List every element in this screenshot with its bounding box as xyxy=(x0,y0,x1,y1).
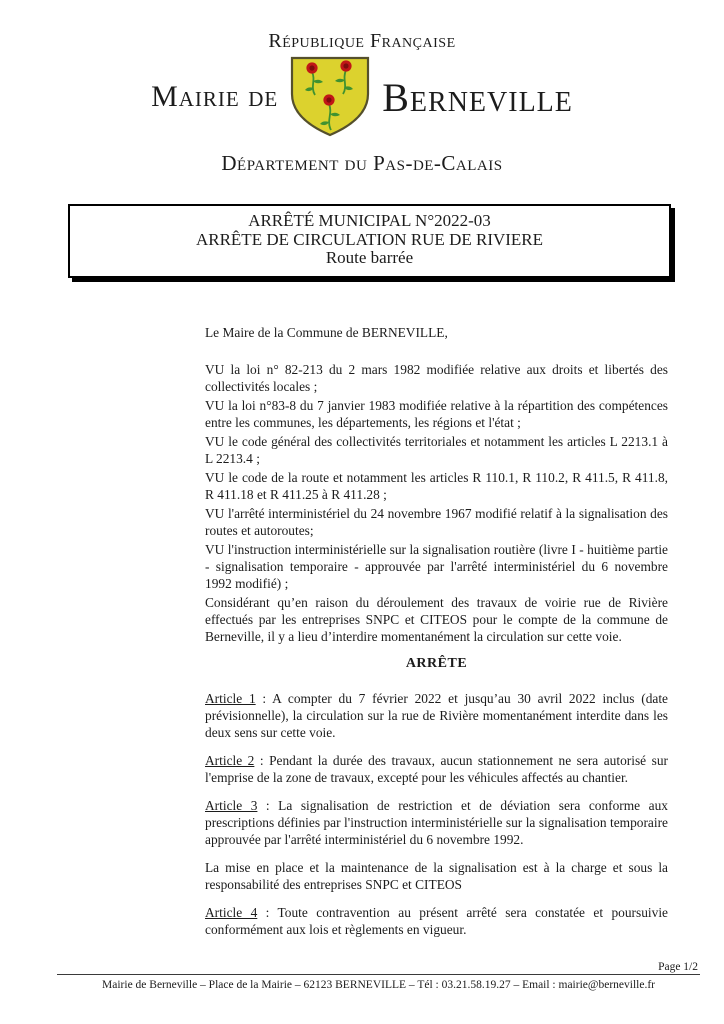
intro-line: Le Maire de la Commune de BERNEVILLE, xyxy=(205,324,448,340)
commune-name-text: Berneville xyxy=(382,74,573,120)
article-2-text: : Pendant la durée des travaux, aucun stationnement ne sera autorisé sur l'emprise de la zone de travaux, excepté pour les véhicules affectés au chantier. xyxy=(205,752,668,785)
decree-number-line: ARRÊTÉ MUNICIPAL N°2022-03 xyxy=(248,211,491,230)
page-footer xyxy=(57,960,700,992)
decree-subject-line: ARRÊTE DE CIRCULATION RUE DE RIVIERE xyxy=(195,229,544,249)
article-4 xyxy=(205,904,668,938)
decree-body xyxy=(205,324,668,938)
mairie-address-line: Mairie de Berneville – Place de la Mairie – 62123 BERNEVILLE – Tél : 03.21.58.19.27 – Email : mairie@berneville.fr xyxy=(57,974,700,992)
article-1-text: : A compter du 7 février 2022 et jusqu’au 30 avril 2022 inclus (date prévisionnelle), la circulation sur la rue de Rivière momentanément interdite dans les deux sens sur cette voie. xyxy=(205,690,668,740)
decree-road-closed-line: Route barrée xyxy=(325,248,414,267)
article-3-label: Article 3 xyxy=(205,797,258,813)
mairie-title-row xyxy=(0,55,724,139)
vu-paragraph-5: VU l'arrêté interministériel du 24 novembre 1967 modifié relatif à la signalisation des routes et autoroutes; xyxy=(205,505,668,538)
article-4-label: Article 4 xyxy=(205,904,258,920)
vu-paragraph-4: VU le code de la route et notamment les articles R 110.1, R 110.2, R 411.5, R 411.8, R 411.18 et R 411.25 à R 411.28 ; xyxy=(205,469,668,502)
vu-paragraph-2: VU la loi n°83-8 du 7 janvier 1983 modifiée relative à la répartition des compétences entre les communes, les départements, les régions et l'état ; xyxy=(205,397,668,430)
arrete-heading: ARRÊTE xyxy=(405,655,468,671)
page-number: Page 1/2 xyxy=(658,961,698,973)
article-2-label: Article 2 xyxy=(205,752,255,768)
vu-paragraph-6: VU l'instruction interministérielle sur la signalisation routière (livre I - huitième partie - signalisation temporaire - approuvée par l'arrêté interministériel du 6 novembre 1992 modifié) ; xyxy=(205,541,668,591)
considerant-paragraph: Considérant qu’en raison du déroulement des travaux de voirie rue de Rivière effectués par les entreprises SNPC et CITEOS pour le compte de la commune de Berneville, il y a lieu d’interdire momentanément la circulation sur cette voie. xyxy=(205,594,668,644)
departement-heading: Département du Pas-de-Calais xyxy=(221,151,503,175)
mairie-de-text: Mairie de xyxy=(151,80,279,113)
berneville-coat-of-arms-icon xyxy=(288,56,372,138)
article-3 xyxy=(205,797,668,848)
vu-paragraph-1: VU la loi n° 82-213 du 2 mars 1982 modifiée relative aux droits et libertés des collectivités locales ; xyxy=(205,361,668,394)
article-1-label: Article 1 xyxy=(205,690,256,706)
article-2 xyxy=(205,752,668,786)
article-3-text: : La signalisation de restriction et de déviation sera conforme aux prescriptions définies par l'instruction interministérielle sur la signalisation temporaire approuvée par l'arrêté interministériel du 6 novembre 1992. xyxy=(205,797,668,847)
article-4-text: : Toute contravention au présent arrêté sera constatée et poursuivie conformément aux lois et règlements en vigueur. xyxy=(205,904,668,937)
vu-paragraph-3: VU le code général des collectivités territoriales et notamment les articles L 2213.1 à L 2213.4 ; xyxy=(205,433,668,466)
decree-title-box xyxy=(68,204,671,278)
republique-francaise-heading: République Française xyxy=(268,30,456,52)
article-1 xyxy=(205,690,668,741)
signalisation-note: La mise en place et la maintenance de la signalisation est à la charge et sous la responsabilité des entreprises SNPC et CITEOS xyxy=(205,859,668,892)
